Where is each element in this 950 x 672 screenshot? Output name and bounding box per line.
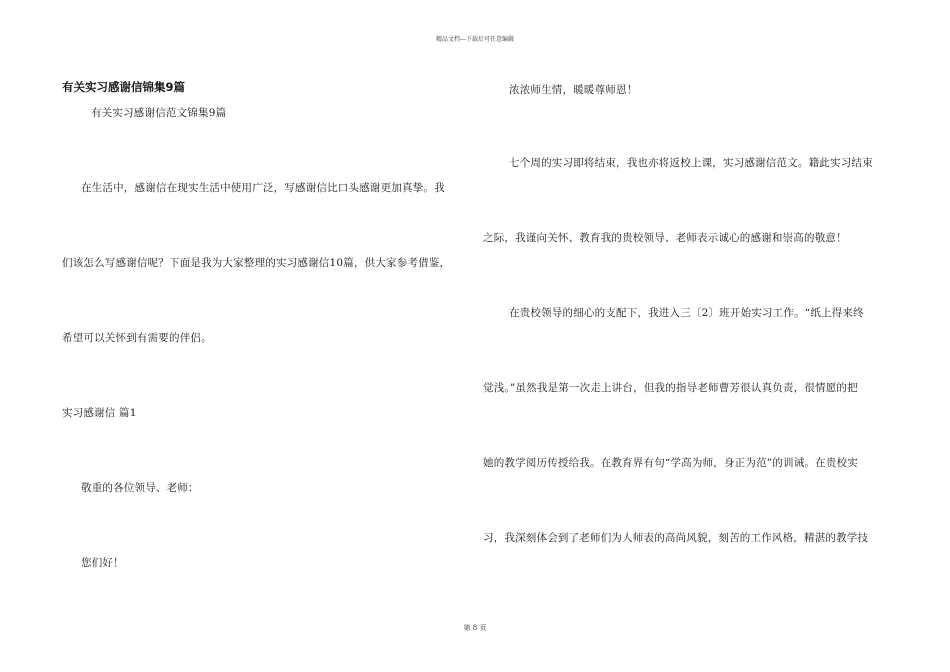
salutation: 敬重的各位领导、老师： xyxy=(81,482,199,494)
paragraph-line: 觉浅。”虽然我是第一次走上讲台，但我的指导老师曹芳很认真负责，很情愿的把 xyxy=(483,382,858,394)
section-heading: 实习感谢信 篇1 xyxy=(62,407,137,419)
paragraph-line: 之际，我谨向关怀、教育我的贵校领导、老师表示诚心的感谢和崇高的敬意！ xyxy=(483,232,847,244)
page-header: 精品文档---下载后可任意编辑 xyxy=(435,36,515,43)
greeting: 您们好！ xyxy=(81,557,124,569)
paragraph-line: 们该怎么写感谢信呢？下面是我为大家整理的实习感谢信10篇，供大家参考借鉴， xyxy=(62,257,451,269)
document-subtitle: 有关实习感谢信范文锦集9篇 xyxy=(91,107,227,119)
paragraph-line: 习，我深刻体会到了老师们为人师表的高尚风貌，刻苦的工作风格，精湛的教学技 xyxy=(483,532,869,544)
paragraph-line: 七个周的实习即将结束，我也亦将返校上课，实习感谢信范文。籍此实习结束 xyxy=(509,157,873,169)
paragraph-line: 在生活中，感谢信在现实生活中使用广泛，写感谢信比口头感谢更加真挚。我 xyxy=(81,182,445,194)
paragraph-line: 她的教学阅历传授给我。在教育界有句“学高为师，身正为范”的训诫。在贵校实 xyxy=(483,457,858,469)
paragraph-line: 希望可以关怀到有需要的伴侣。 xyxy=(62,332,212,344)
page-number: 第 8 页 xyxy=(463,624,487,632)
paragraph-line: 浓浓师生情，暖暖尊师恩！ xyxy=(509,84,638,96)
document-title: 有关实习感谢信锦集9篇 xyxy=(62,80,186,94)
paragraph-line: 在贵校领导的细心的支配下，我进入三〔2〕班开始实习工作。“纸上得来终 xyxy=(509,307,864,319)
